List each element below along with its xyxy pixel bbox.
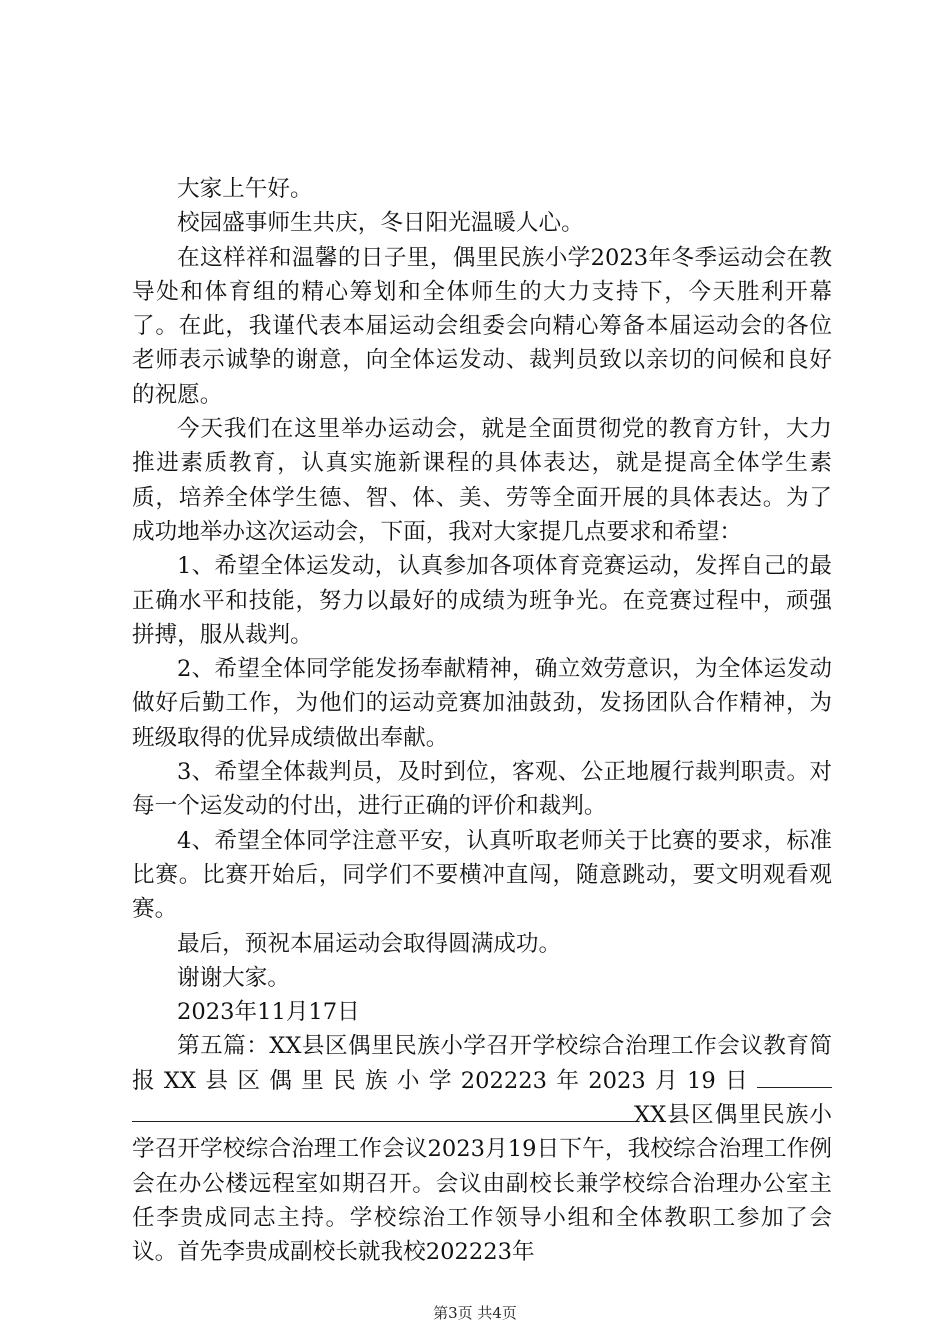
fifth-section-intro: 第五篇：XX县区偶里民族小学召开学校综合治理工作会议教育简报XX县区偶里民族小学202223年2023月19日 bbox=[132, 1033, 832, 1094]
underline-rule bbox=[757, 1086, 832, 1088]
page-footer: 第3页 共4页 bbox=[433, 1304, 517, 1322]
requirement-3-paragraph: 3、希望全体裁判员，及时到位，客观、公正地履行裁判职责。对每一个运发动的付出，进行正确的评价和裁判。 bbox=[132, 759, 832, 820]
date-paragraph: 2023年11月17日 bbox=[177, 999, 360, 1026]
underline-rule bbox=[132, 1120, 634, 1122]
greeting-paragraph: 大家上午好。 bbox=[177, 176, 313, 202]
document-body bbox=[132, 172, 832, 1270]
purpose-paragraph: 今天我们在这里举办运动会，就是全面贯彻党的教育方针，大力推进素质教育，认真实施新课程的具体表达，就是提高全体学生素质，培养全体学生德、智、体、美、劳等全面开展的具体表达。为了成功地举办这次运动会，下面，我对大家提几点要求和希望： bbox=[132, 416, 832, 545]
opening-ceremony-paragraph: 在这样祥和温馨的日子里，偶里民族小学2023年冬季运动会在教导处和体育组的精心筹划和全体师生的大力支持下，今天胜利开幕了。在此，我谨代表本届运动会组委会向精心筹备本届运动会的各位老师表示诚挚的谢意，向全体运发动、裁判员致以亲切的问候和良好的祝愿。 bbox=[132, 244, 832, 408]
fifth-section-paragraph bbox=[132, 1029, 832, 1269]
requirement-2-paragraph: 2、希望全体同学能发扬奉献精神，确立效劳意识，为全体运发动做好后勤工作，为他们的运动竞赛加油鼓劲，发扬团队合作精神，为班级取得的优异成绩做出奉献。 bbox=[132, 656, 832, 751]
requirement-1-paragraph: 1、希望全体运发动，认真参加各项体育竞赛运动，发挥自己的最正确水平和技能，努力以最好的成绩为班争光。在竞赛过程中，顽强拼搏，服从裁判。 bbox=[132, 553, 832, 648]
opening-line-paragraph: 校园盛事师生共庆，冬日阳光温暖人心。 bbox=[177, 210, 584, 237]
wish-paragraph: 最后，预祝本届运动会取得圆满成功。 bbox=[177, 930, 562, 957]
fifth-section-body: XX县区偶里民族小学召开学校综合治理工作会议2023月19日下午，我校综合治理工作例会在办公楼远程室如期召开。会议由副校长兼学校综合治理办公室主任李贵成同志主持。学校综治工作领导小组和全体教职工参加了会议。首先李贵成副校长就我校202223年 bbox=[132, 1102, 832, 1266]
thanks-paragraph: 谢谢大家。 bbox=[177, 964, 290, 991]
requirement-4-paragraph: 4、希望全体同学注意平安，认真听取老师关于比赛的要求，标准比赛。比赛开始后，同学们不要横冲直闯，随意跳动，要文明观看观赛。 bbox=[132, 827, 832, 923]
